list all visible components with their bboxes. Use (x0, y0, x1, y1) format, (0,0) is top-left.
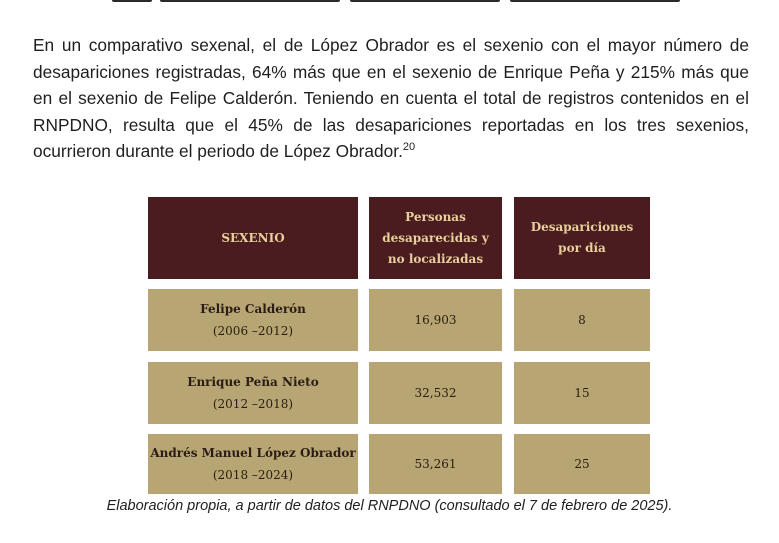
table-row-name (148, 289, 358, 351)
row-per-day: 25 (514, 434, 650, 494)
row-name: Enrique Peña Nieto (187, 375, 319, 389)
table-row-name (148, 362, 358, 424)
row-name: Andrés Manuel López Obrador (150, 446, 356, 460)
header-personas: Personas desaparecidas y no localizadas (369, 197, 502, 279)
row-per-day: 15 (514, 362, 650, 424)
row-per-day: 8 (514, 289, 650, 351)
table-caption: Elaboración propia, a partir de datos del RNPDNO (consultado el 7 de febrero de 2025). (106, 498, 673, 514)
row-name: Felipe Calderón (200, 302, 306, 316)
row-count: 32,532 (369, 362, 502, 424)
row-period: (2012 –2018) (212, 397, 294, 411)
row-count: 16,903 (369, 289, 502, 351)
header-por-dia: Desapariciones por día (514, 197, 650, 279)
row-count: 53,261 (369, 434, 502, 494)
cropped-text-line (0, 0, 779, 5)
row-period: (2018 –2024) (212, 468, 294, 482)
table-row-name (148, 434, 358, 494)
body-paragraph (33, 32, 749, 165)
row-period: (2006 –2012) (212, 324, 294, 338)
footnote-marker: 20 (402, 141, 416, 153)
header-sexenio: SEXENIO (148, 197, 358, 279)
paragraph-text: En un comparativo sexenal, el de López Obrador es el sexenio con el mayor número de desapariciones registradas, 64% más que en el sexenio de Enrique Peña y 215% más que en el sexenio de Felipe Calderón. Teniendo en cuenta el total de registros contenidos en el RNPDNO, resulta que el 45% de las desapariciones reportadas en los tres sexenios, ocurrieron durante el periodo de López Obrador. (33, 35, 749, 161)
